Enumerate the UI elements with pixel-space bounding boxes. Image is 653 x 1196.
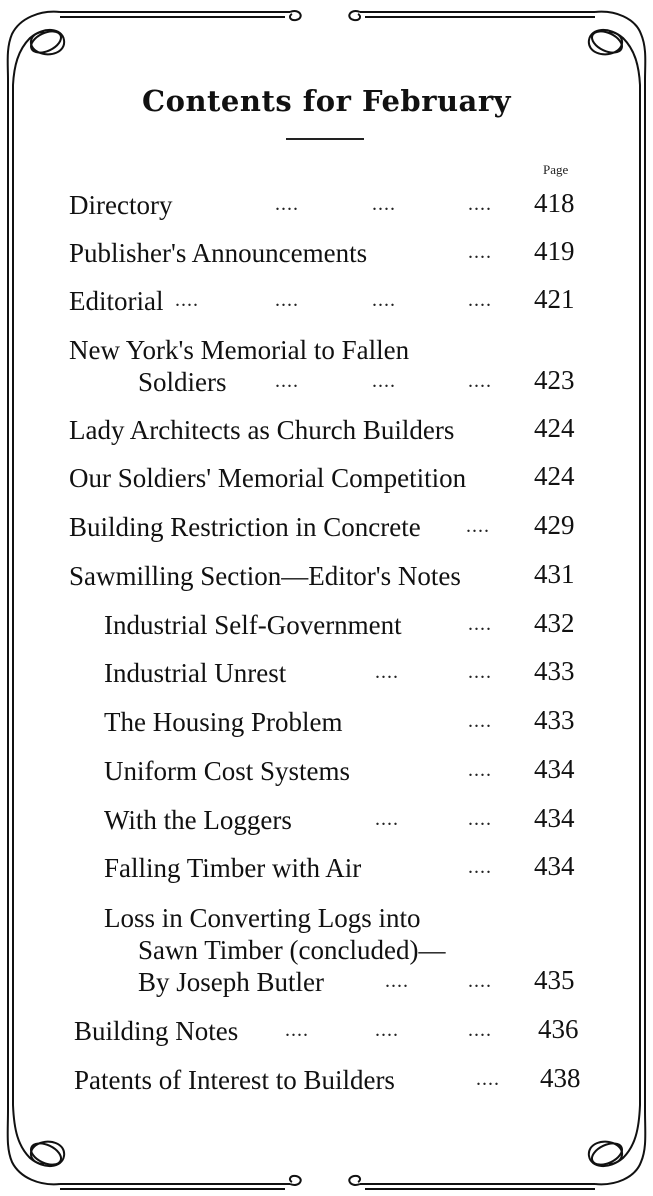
leader-dots: .... [468, 613, 492, 635]
toc-page-number: 424 [534, 413, 575, 443]
leader-dots: .... [468, 370, 492, 392]
leader-dots: .... [285, 1019, 309, 1041]
leader-dots: .... [275, 370, 299, 392]
toc-page-number: 432 [534, 608, 575, 638]
leader-dots: .... [385, 970, 409, 992]
toc-page-number: 434 [534, 851, 575, 881]
toc-page-number: 418 [534, 188, 575, 218]
leader-dots: .... [275, 193, 299, 215]
toc-page-number: 424 [534, 461, 575, 491]
leader-dots: .... [375, 808, 399, 830]
page-column-header: Page [543, 162, 569, 177]
toc-entry-with-the-loggers: With the Loggers [104, 805, 292, 835]
leader-dots: .... [468, 759, 492, 781]
toc-page-number: 419 [534, 236, 575, 266]
toc-page-number: 423 [534, 365, 575, 395]
toc-entry-loss-in-converting-logs: Loss in Converting Logs into [104, 903, 421, 933]
leader-dots: .... [476, 1068, 500, 1090]
toc-entry-housing-problem: The Housing Problem [104, 707, 343, 737]
leader-dots: .... [468, 1019, 492, 1041]
leader-dots: .... [468, 970, 492, 992]
toc-entry-directory: Directory [69, 190, 173, 220]
toc-page-number: 438 [540, 1063, 581, 1093]
leader-dots: .... [372, 370, 396, 392]
leader-dots: .... [468, 710, 492, 732]
toc-entry-uniform-cost-systems: Uniform Cost Systems [104, 756, 351, 786]
toc-entry-patents: Patents of Interest to Builders [74, 1065, 395, 1095]
leader-dots: .... [372, 289, 396, 311]
leader-dots: .... [468, 808, 492, 830]
leader-dots: .... [468, 193, 492, 215]
toc-entry-loss-in-converting-logs-author: By Joseph Butler [138, 967, 324, 997]
toc-page-number: 434 [534, 754, 575, 784]
toc-entry-building-restriction: Building Restriction in Concrete [69, 512, 421, 542]
toc-entry-industrial-unrest: Industrial Unrest [104, 658, 287, 688]
toc-page-number: 435 [534, 965, 575, 995]
toc-page-number: 433 [534, 656, 575, 686]
toc-entry-sawmilling-section: Sawmilling Section—Editor's Notes [69, 561, 461, 591]
toc-entry-new-yorks-memorial-cont: Soldiers [138, 367, 227, 397]
leader-dots: .... [468, 241, 492, 263]
toc-entry-lady-architects: Lady Architects as Church Builders [69, 415, 455, 445]
leader-dots: .... [275, 289, 299, 311]
leader-dots: .... [468, 289, 492, 311]
leader-dots: .... [375, 661, 399, 683]
toc-page-number: 433 [534, 705, 575, 735]
leader-dots: .... [468, 661, 492, 683]
title-rule [286, 138, 364, 140]
leader-dots: .... [372, 193, 396, 215]
toc-entry-soldiers-memorial-competition: Our Soldiers' Memorial Competition [69, 463, 467, 493]
leader-dots: .... [468, 856, 492, 878]
leader-dots: .... [375, 1019, 399, 1041]
toc-page-number: 431 [534, 559, 575, 589]
toc-entry-new-yorks-memorial: New York's Memorial to Fallen [69, 335, 410, 365]
toc-entry-loss-in-converting-logs-cont: Sawn Timber (concluded)— [138, 935, 446, 965]
toc-page-number: 429 [534, 510, 575, 540]
toc-entry-building-notes: Building Notes [74, 1016, 239, 1046]
toc-page-number: 421 [534, 284, 575, 314]
toc-entry-editorial: Editorial [69, 286, 164, 316]
leader-dots: .... [466, 515, 490, 537]
toc-entry-industrial-self-government: Industrial Self-Government [104, 610, 402, 640]
leader-dots: .... [175, 289, 199, 311]
toc-page-number: 436 [538, 1014, 579, 1044]
toc-entry-falling-timber: Falling Timber with Air [104, 853, 362, 883]
toc-page-number: 434 [534, 803, 575, 833]
page-title: Contents for February [142, 84, 511, 118]
toc-entry-publishers-announcements: Publisher's Announcements [69, 238, 368, 268]
